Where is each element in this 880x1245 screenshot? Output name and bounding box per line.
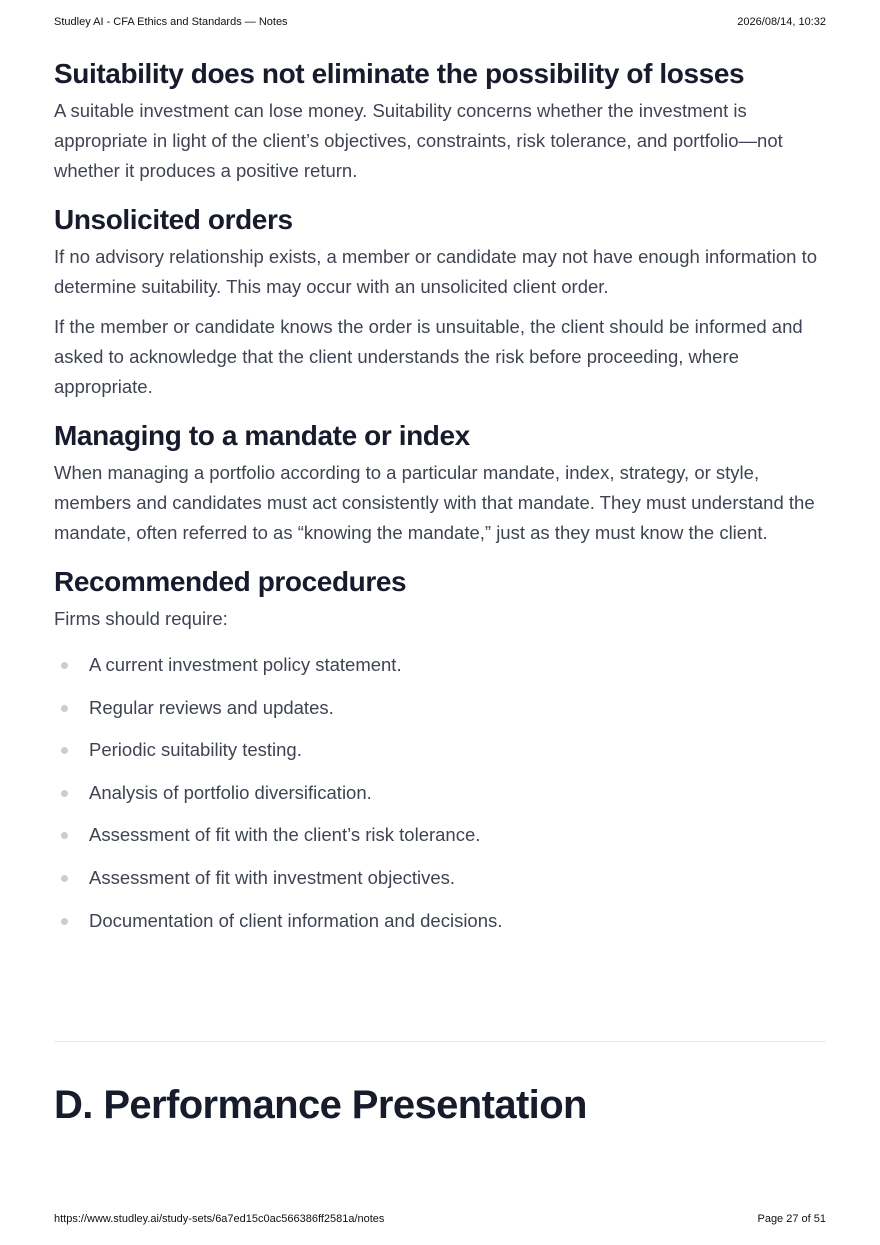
bullet-icon	[61, 662, 68, 669]
section-heading: Unsolicited orders	[54, 204, 293, 235]
section-paragraph: A suitable investment can lose money. Suitability concerns whether the investment is appropriate in light of the client’s objectives, constraints, risk tolerance, and portfolio—not whether it produces a positive return.	[54, 100, 783, 181]
section-paragraph: If no advisory relationship exists, a member or candidate may not have enough information to determine suitability. This may occur with an unsolicited client order.	[54, 246, 818, 297]
page-url: https://www.studley.ai/study-sets/6a7ed15c0ac566386ff2581a/notes	[54, 1213, 385, 1225]
notes-content	[54, 56, 826, 948]
list-item-text: Documentation of client information and decisions.	[89, 909, 503, 931]
bullet-icon	[61, 747, 68, 754]
list-item	[54, 650, 826, 680]
list-item	[54, 778, 826, 808]
section-heading: Suitability does not eliminate the possibility of losses	[54, 58, 745, 89]
procedures-list	[54, 650, 826, 936]
list-item-text: Analysis of portfolio diversification.	[89, 781, 372, 803]
bullet-icon	[61, 705, 68, 712]
list-item	[54, 863, 826, 893]
list-item-text: Assessment of fit with the client’s risk tolerance.	[89, 824, 481, 846]
print-footer	[54, 1213, 826, 1225]
section-heading: Recommended procedures	[54, 566, 407, 597]
list-item-text: A current investment policy statement.	[89, 654, 402, 675]
section-paragraph: When managing a portfolio according to a particular mandate, index, strategy, or style, members and candidates must act consistently with that mandate. They must understand the mandate, often referred to as “knowing the mandate,” just as they must know the client.	[54, 462, 815, 543]
list-item-text: Assessment of fit with investment objectives.	[89, 866, 456, 888]
section-paragraph: Firms should require:	[54, 608, 228, 629]
list-item	[54, 693, 826, 723]
print-datetime: 2026/08/14, 10:32	[737, 16, 826, 28]
bullet-icon	[61, 832, 68, 839]
list-item-text: Regular reviews and updates.	[89, 696, 334, 718]
section-paragraph: If the member or candidate knows the order is unsuitable, the client should be informed and asked to acknowledge that the client understands the risk before proceeding, where appropriate.	[54, 316, 803, 397]
document-title: Studley AI - CFA Ethics and Standards — Notes	[54, 16, 288, 28]
section-divider	[54, 1041, 826, 1042]
bullet-icon	[61, 790, 68, 797]
print-header	[54, 16, 826, 28]
bullet-icon	[61, 875, 68, 882]
page-number: Page 27 of 51	[757, 1213, 826, 1225]
list-item-text: Periodic suitability testing.	[89, 739, 302, 761]
list-item	[54, 820, 826, 850]
list-item	[54, 735, 826, 765]
section-heading: Managing to a mandate or index	[54, 420, 470, 451]
list-item	[54, 906, 826, 936]
next-section-heading: D. Performance Presentation	[54, 1083, 587, 1127]
bullet-icon	[61, 918, 68, 925]
